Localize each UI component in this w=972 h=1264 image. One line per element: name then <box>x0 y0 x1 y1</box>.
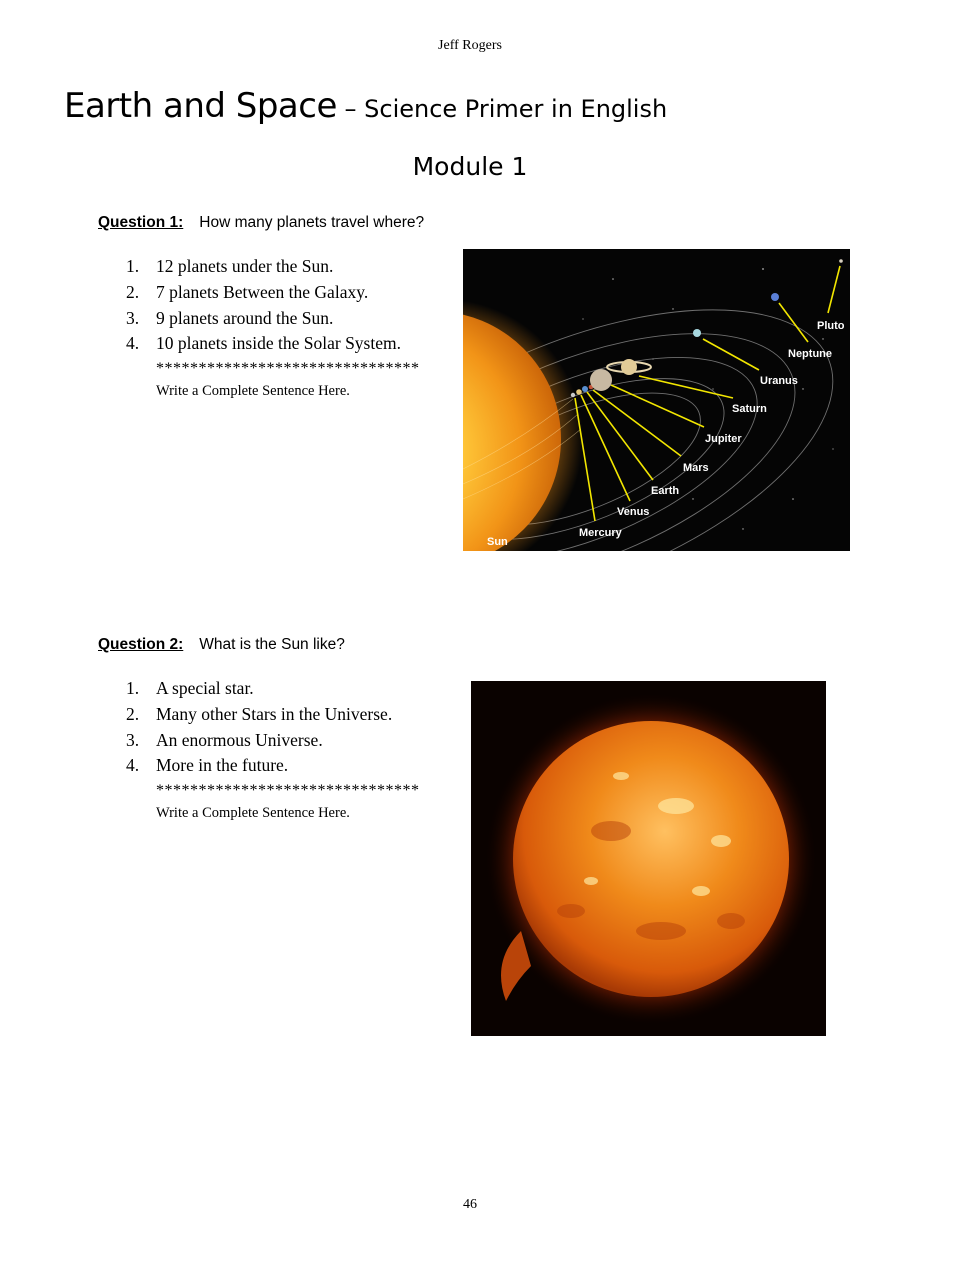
question-2-label: Question 2: <box>98 636 184 653</box>
answer-option[interactable]: 3. An enormous Universe. <box>126 729 323 750</box>
label-mercury: Mercury <box>579 527 622 539</box>
title-main: Earth and Space <box>64 86 337 126</box>
question-1-label: Question 1: <box>98 214 184 231</box>
question-2-answers <box>126 676 392 779</box>
sun-image <box>471 681 826 1036</box>
label-earth: Earth <box>651 485 680 497</box>
write-sentence-prompt[interactable]: Write a Complete Sentence Here. <box>156 805 350 821</box>
header-author: Jeff Rogers <box>438 38 502 53</box>
question-2 <box>98 636 345 654</box>
page-title <box>64 86 667 126</box>
answer-option[interactable]: 1. A special star. <box>126 678 254 698</box>
label-sun: Sun <box>487 536 508 548</box>
question-1-answers <box>126 254 401 357</box>
label-saturn: Saturn <box>732 403 767 415</box>
page-number: 46 <box>463 1197 477 1212</box>
label-mars: Mars <box>683 462 709 474</box>
title-sub: – Science Primer in English <box>336 95 668 123</box>
answer-separator: ******************************* <box>156 360 420 377</box>
answer-option[interactable]: 3. 9 planets around the Sun. <box>126 307 334 328</box>
write-sentence-prompt[interactable]: Write a Complete Sentence Here. <box>156 383 350 399</box>
answer-option[interactable]: 4. 10 planets inside the Solar System. <box>126 333 401 354</box>
label-venus: Venus <box>617 506 650 518</box>
answer-option[interactable]: 1. 12 planets under the Sun. <box>126 256 334 276</box>
answer-separator: ******************************* <box>156 782 420 799</box>
label-pluto: Pluto <box>817 320 845 332</box>
solar-system-image <box>463 249 850 551</box>
answer-option[interactable]: 2. Many other Stars in the Universe. <box>126 703 393 724</box>
question-1 <box>98 214 424 232</box>
label-jupiter: Jupiter <box>705 433 742 445</box>
question-2-text: What is the Sun like? <box>199 636 345 653</box>
module-heading: Module 1 <box>412 152 528 181</box>
question-1-text: How many planets travel where? <box>199 214 425 231</box>
answer-option[interactable]: 2. 7 planets Between the Galaxy. <box>126 281 369 302</box>
label-neptune: Neptune <box>788 348 832 360</box>
answer-option[interactable]: 4. More in the future. <box>126 755 289 776</box>
label-uranus: Uranus <box>760 375 798 387</box>
